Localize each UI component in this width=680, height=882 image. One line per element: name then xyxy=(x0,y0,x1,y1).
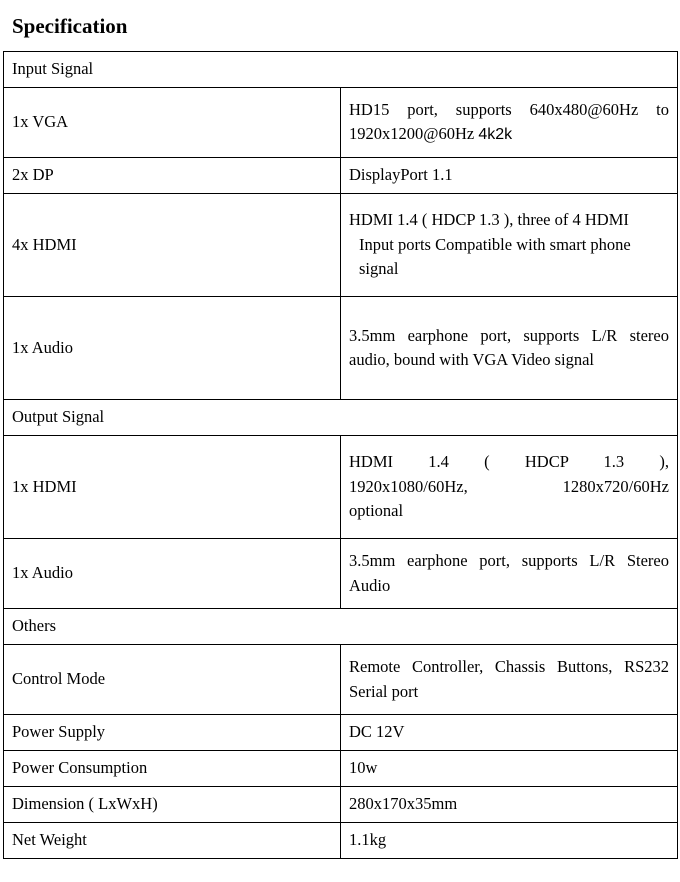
page-title: Specification xyxy=(12,14,128,38)
spec-label: 1x HDMI xyxy=(4,436,341,539)
spec-value: 280x170x35mm xyxy=(341,787,678,823)
spec-value-resolution: 4k2k xyxy=(478,126,513,143)
spec-label: Control Mode xyxy=(4,645,341,715)
section-heading: Others xyxy=(4,609,678,645)
spec-label: Net Weight xyxy=(4,823,341,859)
spec-value-line: optional xyxy=(349,501,404,521)
spec-value: 3.5mm earphone port, supports L/R Stereo Audio xyxy=(341,539,678,609)
spec-value: 1.1kg xyxy=(341,823,678,859)
table-row xyxy=(4,88,678,158)
spec-value: 3.5mm earphone port, supports L/R stereo audio, bound with VGA Video signal xyxy=(341,297,678,400)
table-row xyxy=(4,539,678,609)
spec-value: 10w xyxy=(341,751,678,787)
table-row xyxy=(4,715,678,751)
section-row-others xyxy=(4,609,678,645)
table-row xyxy=(4,158,678,194)
table-row xyxy=(4,436,678,539)
table-row xyxy=(4,297,678,400)
section-row-input xyxy=(4,52,678,88)
table-row xyxy=(4,645,678,715)
spec-value xyxy=(341,436,678,539)
spec-value-text: HD15 port, supports 640x480@60Hz to 1920x1200@60Hz xyxy=(349,99,669,143)
table-row xyxy=(4,823,678,859)
spec-label: 4x HDMI xyxy=(4,194,341,297)
spec-label: 2x DP xyxy=(4,158,341,194)
section-heading: Input Signal xyxy=(4,52,678,88)
spec-label: Power Consumption xyxy=(4,751,341,787)
spec-value: DC 12V xyxy=(341,715,678,751)
spec-label: Dimension ( LxWxH) xyxy=(4,787,341,823)
spec-value-line: signal xyxy=(359,259,399,279)
spec-value-line: Input ports Compatible with smart phone xyxy=(359,234,631,254)
spec-value xyxy=(341,88,678,158)
spec-value xyxy=(341,194,678,297)
spec-label: 1x Audio xyxy=(4,539,341,609)
spec-value-line: 1920x1080/60Hz, 1280x720/60Hz xyxy=(349,476,669,496)
spec-value-line: HDMI 1.4 ( HDCP 1.3 ), three of 4 HDMI xyxy=(349,210,629,230)
spec-value-line: HDMI 1.4 ( HDCP 1.3 ), xyxy=(349,452,669,472)
spec-label: Power Supply xyxy=(4,715,341,751)
spec-value: DisplayPort 1.1 xyxy=(341,158,678,194)
specification-table xyxy=(3,51,678,859)
table-row xyxy=(4,194,678,297)
section-heading: Output Signal xyxy=(4,400,678,436)
table-row xyxy=(4,787,678,823)
spec-label: 1x VGA xyxy=(4,88,341,158)
table-row xyxy=(4,751,678,787)
spec-label: 1x Audio xyxy=(4,297,341,400)
section-row-output xyxy=(4,400,678,436)
spec-value: Remote Controller, Chassis Buttons, RS232 Serial port xyxy=(341,645,678,715)
